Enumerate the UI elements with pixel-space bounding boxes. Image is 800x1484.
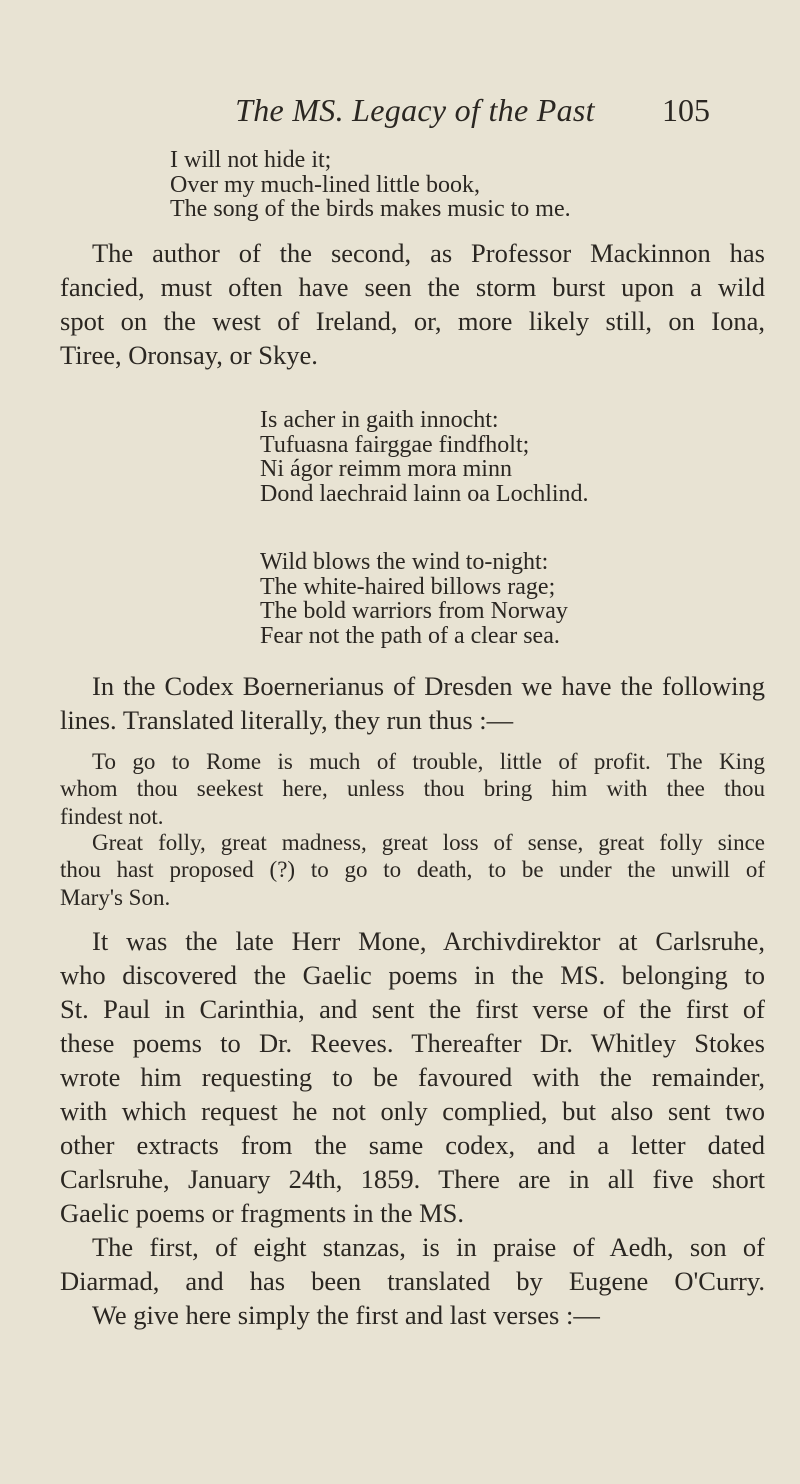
verse-line: Tufuasna fairggae findfholt; [260,431,530,458]
paragraph-line: Carlsruhe, January 24th, 1859. There are in all five short [60,1164,765,1194]
paragraph-line: with which request he not only complied, but also sent two [60,1096,765,1126]
paragraph-first-stanzas [60,1230,765,1332]
translation-line: Mary's Son. [60,884,171,910]
paragraph-line: In the Codex Boernerianus of Dresden we have the following [92,671,765,701]
paragraph-line: other extracts from the same codex, and a letter dated [60,1130,765,1160]
verse-line: Is acher in gaith innocht: [260,407,499,433]
english-verse [260,550,740,648]
literal-translation-1 [60,748,765,830]
paragraph-line: Diarmad, and has been translated by Eugene O'Curry. [60,1266,765,1296]
paragraph-line: St. Paul in Carinthia, and sent the first verse of the first of [60,994,765,1024]
paragraph-line: The author of the second, as Professor Mackinnon has [92,238,765,268]
translation-line: thou hast proposed (?) to go to death, to be under the unwill of [60,857,765,883]
paragraph-line: spot on the west of Ireland, or, more likely still, on Iona, [60,306,765,336]
paragraph-author-second [60,236,765,372]
verse-line: The song of the birds makes music to me. [170,196,571,222]
verse-line: The white-haired billows rage; [260,573,556,600]
running-title: The MS. Legacy of the Past [235,92,595,128]
verse-line: Dond laechraid lainn oa Lochlind. [260,480,589,507]
verse-line: Ni ágor reimm mora minn [260,456,512,482]
paragraph-line: lines. Translated literally, they run thus :— [60,705,514,735]
page-header [120,92,710,136]
gaelic-verse [260,408,740,506]
verse-line: The bold warriors from Norway [260,598,568,624]
translation-line: whom thou seekest here, unless thou bring him with thee thou [60,776,765,802]
paragraph-line: who discovered the Gaelic poems in the MS. belonging to [60,960,765,990]
paragraph-line: these poems to Dr. Reeves. Thereafter Dr. Whitley Stokes [60,1028,765,1058]
paragraph-line: Tiree, Oronsay, or Skye. [60,340,318,370]
verse-line: Wild blows the wind to-night: [260,549,549,575]
paragraph-line: We give here simply the first and last verses :— [92,1300,600,1330]
paragraph-herr-mone [60,924,765,1230]
paragraph-line: fancied, must often have seen the storm burst upon a wild [60,272,765,302]
paragraph-codex-boernerianus [60,669,765,737]
paragraph-line: It was the late Herr Mone, Archivdirektor at Carlsruhe, [92,926,765,956]
translation-line: Great folly, great madness, great loss of sense, great folly since [92,830,765,855]
verse-line: Fear not the path of a clear sea. [260,622,560,649]
verse-stanza-1 [170,148,730,222]
verse-line: I will not hide it; [170,147,332,173]
paragraph-line: Gaelic poems or fragments in the MS. [60,1198,465,1228]
paragraph-line: The first, of eight stanzas, is in praise of Aedh, son of [92,1232,765,1262]
verse-line: Over my much-lined little book, [170,171,480,198]
translation-line: findest not. [60,803,164,829]
literal-translation-2 [60,829,765,911]
translation-line: To go to Rome is much of trouble, little of profit. The King [92,749,765,774]
paragraph-line: wrote him requesting to be favoured with the remainder, [60,1062,765,1092]
page-number: 105 [662,92,710,128]
